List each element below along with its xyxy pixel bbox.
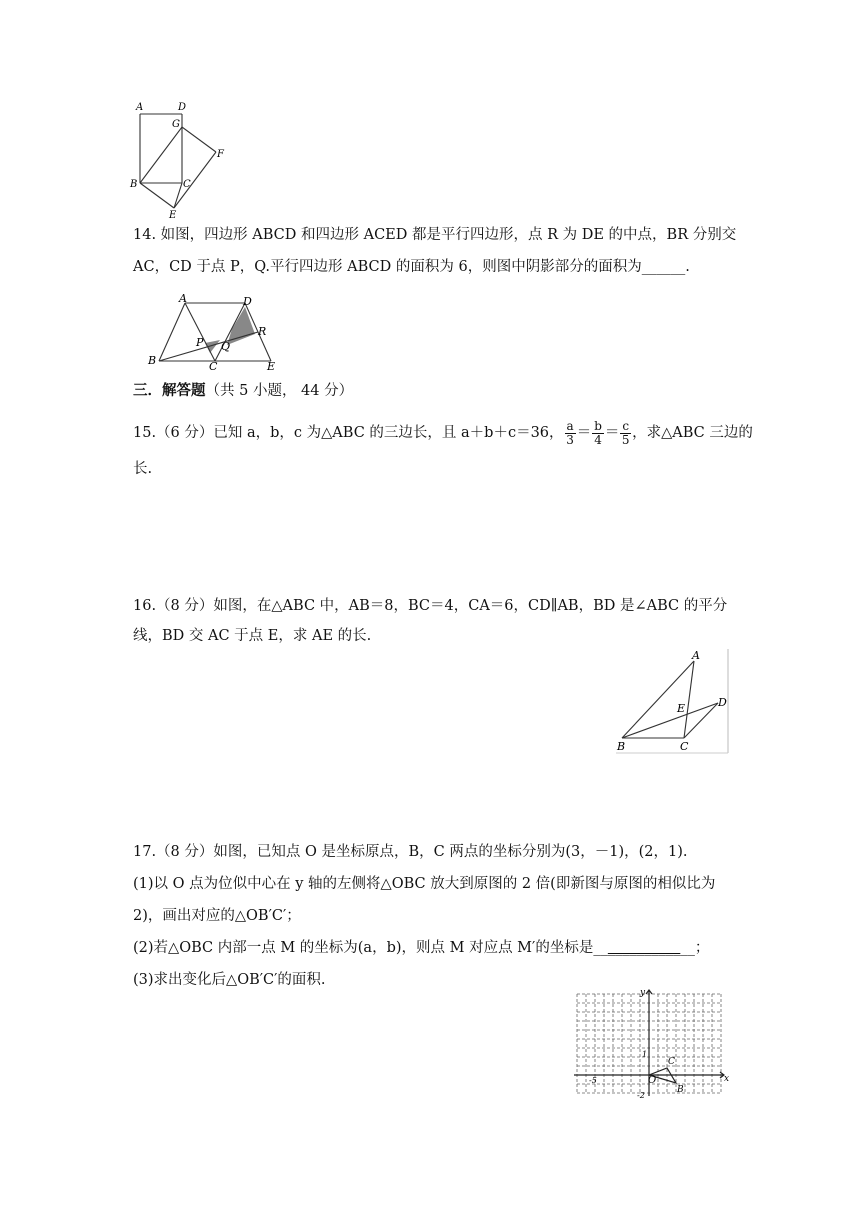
q17-line3: 2)，画出对应的△OB′C′；: [133, 908, 301, 924]
q14-line2: AC，CD 于点 P，Q.平行四边形 ABCD 的面积为 6，则图中阴影部分的面积为______.: [133, 259, 690, 275]
fig13-label-d: D: [178, 102, 187, 113]
q17-line1: 17.（8 分）如图，已知点 O 是坐标原点，B，C 两点的坐标分别为(3，－1)，(2，1).: [133, 844, 688, 860]
fig13-label-a: A: [136, 102, 144, 113]
grid-one-label: 1: [642, 1050, 648, 1059]
q17-line5: (3)求出变化后△OB′C′的面积.: [133, 972, 326, 988]
q15-eq-1: ＝: [576, 425, 592, 441]
q15-frac-c-den: 5: [621, 432, 630, 447]
grid-y-label: y: [640, 988, 646, 998]
fig16-label-e: E: [677, 702, 686, 715]
grid-b-label: B: [677, 1085, 684, 1095]
section-3-heading: [133, 381, 353, 401]
q16-line2: 线，BD 交 AC 于点 E，求 AE 的长.: [133, 628, 372, 644]
section-3-title: 三．解答题: [133, 382, 206, 399]
q15-lead: 15.（6 分）已知 a，b，c 为△ABC 的三边长，且 a＋b＋c＝36，: [133, 425, 564, 441]
q15-frac-a-num: a: [566, 418, 574, 433]
fig14-label-c: C: [209, 360, 218, 370]
grid-c-label: C: [668, 1057, 675, 1067]
q15-tail: ，求△ABC 三边的: [632, 425, 753, 441]
q17-line4-text: (2)若△OBC 内部一点 M 的坐标为(a，b)，则点 M 对应点 M′的坐标是__: [133, 940, 608, 956]
q17-line4-end: __；: [680, 940, 710, 956]
fig13-label-b: B: [130, 179, 138, 190]
fig13-label-g: G: [172, 119, 180, 130]
figure-13: [126, 100, 236, 222]
q15-line2: 长.: [133, 461, 153, 477]
q17-line2: (1)以 O 点为位似中心在 y 轴的左侧将△OBC 放大到原图的 2 倍(即新图与原图的相似比为: [133, 876, 716, 892]
fig16-label-c: C: [680, 740, 689, 753]
figure-16: [614, 647, 730, 755]
fig16-label-d: D: [718, 696, 727, 709]
q15-line1: [133, 418, 753, 448]
q15-frac-b: [592, 420, 604, 447]
q14-line1: 14. 如图，四边形 ABCD 和四边形 ACED 都是平行四边形，点 R 为 DE 的中点，BR 分别交: [133, 227, 737, 243]
grid-neg-two-label: -2: [637, 1091, 645, 1100]
q15-frac-b-num: b: [594, 418, 602, 433]
section-3-detail: （共 5 小题， 44 分）: [205, 383, 354, 399]
q17-answer-blank[interactable]: __________: [607, 940, 681, 956]
fig14-label-r: R: [258, 325, 267, 338]
fig16-label-a: A: [692, 649, 700, 662]
fig13-label-f: F: [217, 149, 224, 160]
fig14-label-e: E: [267, 360, 276, 370]
q15-frac-c-num: c: [622, 418, 630, 433]
q17-line4: [133, 938, 709, 958]
fig14-label-b: B: [148, 354, 157, 367]
grid-origin-label: O: [648, 1075, 657, 1086]
fig13-label-e: E: [169, 210, 177, 221]
fig14-label-q: Q: [221, 340, 231, 353]
q15-eq-2: ＝: [604, 425, 620, 441]
grid-neg-five-label: -5: [589, 1076, 597, 1085]
grid-x-label: x: [724, 1074, 730, 1084]
fig14-label-d: D: [243, 295, 252, 308]
fig13-label-c: C: [183, 179, 191, 190]
q15-frac-a: [565, 420, 576, 447]
q15-frac-b-den: 4: [594, 432, 602, 447]
q15-frac-c: [620, 420, 631, 447]
figure-17-grid: [572, 986, 732, 1100]
q16-line1: 16.（8 分）如图，在△ABC 中，AB＝8，BC＝4，CA＝6，CD∥AB，BD 是∠ABC 的平分: [133, 598, 728, 614]
fig14-label-p: P: [196, 336, 204, 349]
fig14-label-a: A: [179, 292, 187, 305]
figure-14: [145, 292, 285, 370]
fig16-label-b: B: [617, 740, 626, 753]
q15-frac-a-den: 3: [566, 432, 574, 447]
